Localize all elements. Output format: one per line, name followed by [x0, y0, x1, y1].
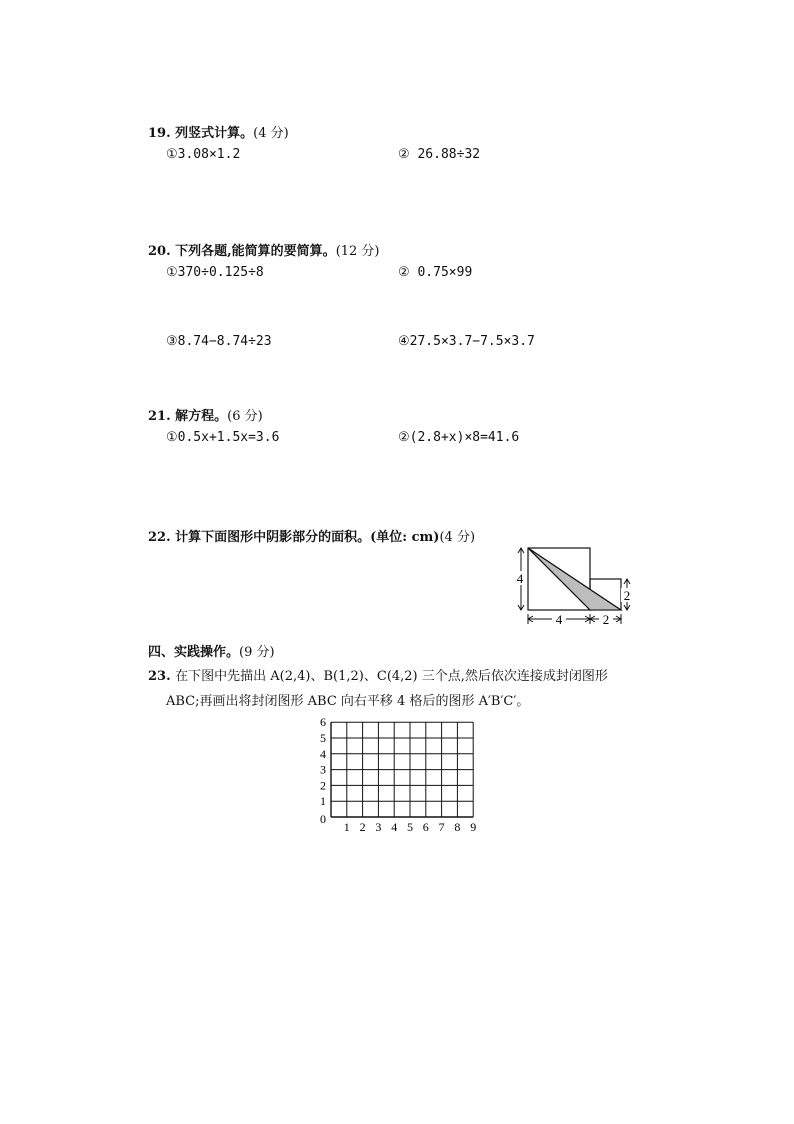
question-22-title — [148, 526, 475, 545]
dimension-label: 2 — [602, 612, 610, 627]
coordinate-grid — [310, 712, 480, 832]
x-axis-tick-label: 6 — [422, 820, 429, 832]
question-points: (12 分) — [335, 244, 380, 259]
diagonal-line — [528, 548, 590, 610]
y-axis-tick-label: 5 — [320, 731, 326, 745]
y-axis-tick-label: 2 — [320, 778, 326, 793]
dimension-label: 4 — [516, 571, 524, 586]
x-axis-tick-label: 7 — [438, 820, 445, 832]
dimension-label: 4 — [555, 612, 563, 627]
y-axis-tick-label: 6 — [320, 715, 326, 730]
q21-item-2: ②(2.8+x)×8=41.6 — [398, 430, 520, 445]
x-axis-tick-label: 8 — [454, 820, 461, 832]
q19-item-2: ② 26.88÷32 — [398, 147, 481, 162]
question-21-title — [148, 405, 263, 424]
question-23-line2: ABC;再画出将封闭图形 ABC 向右平移 4 格后的图形 A′B′C′。 — [166, 694, 530, 709]
question-number: 19. — [148, 126, 171, 141]
question-number: 23. — [148, 669, 171, 684]
x-axis-tick-label: 4 — [391, 820, 398, 832]
dimension-label: 2 — [623, 588, 631, 603]
q19-item-1: ①3.08×1.2 — [166, 147, 241, 162]
question-points: (4 分) — [253, 126, 289, 141]
question-points: (6 分) — [227, 409, 263, 424]
q20-item-3: ③8.74−8.74÷23 — [166, 334, 272, 349]
section-points: (9 分) — [239, 645, 275, 660]
x-axis-tick-label: 9 — [470, 820, 477, 832]
x-axis-tick-label: 1 — [343, 820, 350, 832]
shaded-area-figure — [510, 540, 635, 630]
question-number: 22. — [148, 530, 171, 545]
x-axis-tick-label: 2 — [359, 820, 366, 832]
question-number: 20. — [148, 244, 171, 259]
section-text: 四、实践操作。 — [148, 645, 240, 660]
question-text: 列竖式计算。 — [175, 126, 254, 141]
q20-item-2: ② 0.75×99 — [398, 265, 473, 280]
q20-item-4: ④27.5×3.7−7.5×3.7 — [398, 334, 535, 349]
question-text: 下列各题,能简算的要简算。 — [175, 244, 336, 259]
question-20-title — [148, 240, 380, 259]
question-points: (4 分) — [439, 530, 476, 545]
y-axis-tick-label: 4 — [320, 746, 326, 761]
question-23-title — [148, 665, 608, 684]
q21-item-1: ①0.5x+1.5x=3.6 — [166, 430, 280, 445]
y-axis-tick-label: 1 — [320, 794, 326, 809]
question-text: 计算下面图形中阴影部分的面积。(单位: cm) — [175, 530, 440, 545]
y-axis-tick-label: 3 — [320, 762, 326, 777]
q20-item-1: ①370÷0.125÷8 — [166, 265, 264, 280]
section-4-title — [148, 641, 275, 660]
question-number: 21. — [148, 409, 171, 424]
question-text: 解方程。 — [175, 409, 228, 424]
y-axis-tick-label: 0 — [320, 812, 326, 826]
x-axis-tick-label: 5 — [407, 820, 413, 832]
question-19-title — [148, 122, 289, 141]
question-text: 在下图中先描出 A(2,4)、B(1,2)、C(4,2) 三个点,然后依次连接成封闭图形 — [175, 669, 608, 684]
x-axis-tick-label: 3 — [375, 820, 382, 832]
